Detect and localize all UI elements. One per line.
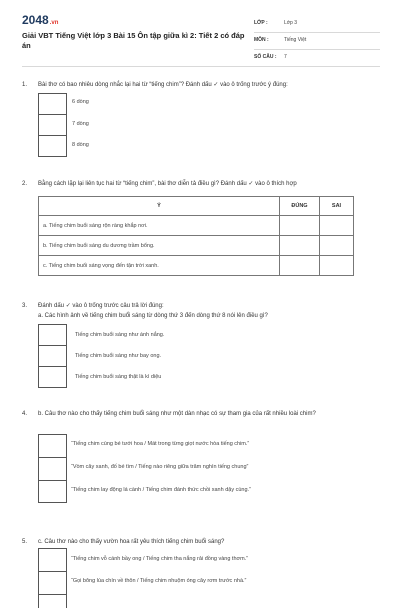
q1-checkbox-3[interactable] [38,135,67,157]
document-title: Giải VBT Tiếng Việt lớp 3 Bài 15 Ôn tập giữa kì 2: Tiết 2 có đáp án [22,31,245,50]
meta-row-grade [254,16,380,33]
logo-suffix: .vn [49,20,59,26]
question-number: 4. [22,411,28,417]
statement-cell: b. Tiếng chim buổi sáng du dương trầm bổng. [39,236,280,256]
q4-checkbox-2[interactable] [38,457,67,480]
question-text: Bài thơ có bao nhiêu dòng nhắc lại hai từ “tiếng chim”? Đánh dấu ✓ vào ô trống trước ý đúng: [38,82,288,88]
question-text: a. Các hình ảnh về tiếng chim buổi sáng từ dòng thứ 3 đến dòng thứ 8 nói lên điều gì? [38,313,268,319]
false-checkbox-cell[interactable] [320,216,354,236]
meta-key: MÔN : [254,37,269,43]
box-divider [39,594,66,595]
q3-option-1: Tiếng chim buổi sáng như ánh nắng. [75,332,165,338]
true-checkbox-cell[interactable] [280,256,320,276]
q1-option-2: 7 dòng [72,121,89,127]
q4-option-1: “Tiếng chim cùng bé tưới hoa / Mát trong từng giọt nước hòa tiếng chim.” [71,441,250,447]
meta-panel [254,16,380,67]
meta-row-count [254,50,380,67]
logo-text: 2048 [22,13,49,27]
meta-row-subject [254,33,380,50]
col-header-false: SAI [320,197,354,216]
question-text: Bằng cách lặp lại liên tục hai từ “tiếng chim”, bài thơ diễn tả điều gì? Đánh dấu ✓ vào ô thích hợp [38,181,297,187]
meta-key: LỚP : [254,20,268,26]
q4-checkbox-3[interactable] [38,480,67,503]
q5-option-1: “Tiếng chim vỗ cánh bầy ong / Tiếng chim tha nắng rải đồng vàng thơm.” [71,556,249,562]
table-row [39,236,354,256]
statement-cell: a. Tiếng chim buổi sáng rộn ràng khắp nơi. [39,216,280,236]
q3-option-2: Tiếng chim buổi sáng như bay ong. [75,353,162,359]
meta-value: Lớp 3 [284,20,298,26]
q1-option-1: 6 dòng [72,99,89,105]
q5-checkbox-2[interactable] [38,571,67,594]
statement-cell: c. Tiếng chim buổi sáng vọng đến tận trời xanh. [39,256,280,276]
q1-checkbox-1[interactable] [38,93,67,114]
q1-checkbox-2[interactable] [38,114,67,135]
true-checkbox-cell[interactable] [280,236,320,256]
q4-option-2: “Vòm cây xanh, đố bé tìm / Tiếng nào riêng giữa trăm nghìn tiếng chung” [71,464,249,470]
q4-option-3: “Tiếng chim lay động lá cành / Tiếng chim đánh thức chồi xanh dậy cùng.” [71,487,251,493]
question-number: 3. [22,303,28,309]
q2-answer-table [38,196,354,276]
col-header-statement: Ý [39,197,280,216]
q3-checkbox-2[interactable] [38,345,67,366]
false-checkbox-cell[interactable] [320,236,354,256]
question-text: b. Câu thơ nào cho thấy tiếng chim buổi sáng như một dàn nhạc có sự tham gia của rất nhiều loài chim? [38,411,316,417]
meta-key: SỐ CÂU : [254,54,277,60]
q5-checkbox-1[interactable] [38,548,67,571]
q4-checkbox-1[interactable] [38,434,67,457]
question-number: 1. [22,82,28,88]
q1-option-3: 8 dòng [72,142,89,148]
col-header-true: ĐÚNG [280,197,320,216]
meta-value: 7 [284,54,287,60]
true-checkbox-cell[interactable] [280,216,320,236]
question-number: 2. [22,181,28,187]
table-row [39,256,354,276]
table-row [39,216,354,236]
question-text: c. Câu thơ nào cho thấy vườn hoa rất yêu thích tiếng chim buổi sáng? [38,539,225,545]
header-divider [22,66,380,67]
table-header-row [39,197,354,216]
q3-option-3: Tiếng chim buổi sáng thật là kì diệu [75,374,162,380]
q3-checkbox-1[interactable] [38,324,67,345]
question-instruction: Đánh dấu ✓ vào ô trống trước câu trả lời đúng: [38,303,164,309]
q5-option-2: “Gọi bông lúa chín về thôn / Tiếng chim nhuộm óng cây rơm trước nhà.” [71,578,247,584]
question-number: 5. [22,539,28,545]
meta-value: Tiếng Việt [284,37,307,43]
site-logo[interactable] [22,13,58,27]
false-checkbox-cell[interactable] [320,256,354,276]
q3-checkbox-3[interactable] [38,366,67,388]
